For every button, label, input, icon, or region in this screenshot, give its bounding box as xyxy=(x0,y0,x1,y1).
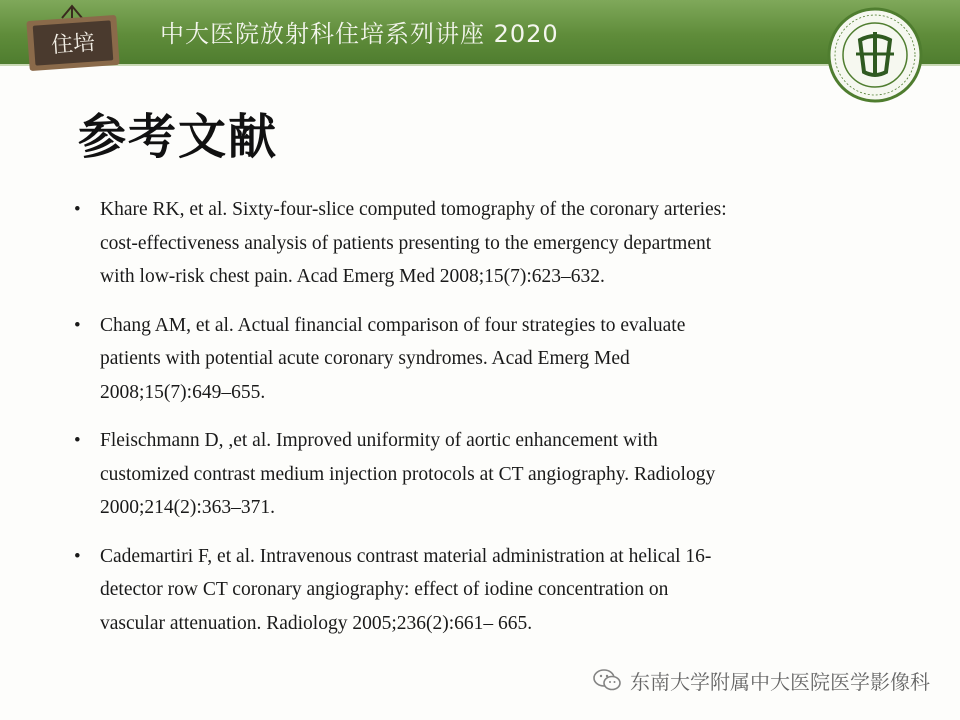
header-title: 中大医院放射科住培系列讲座 2020 xyxy=(160,20,559,48)
reference-line: Fleischmann D, ,et al. Improved uniformity of aortic enhancement with xyxy=(100,430,658,451)
reference-line: with low-risk chest pain. Acad Emerg Med 2008;15(7):623–632. xyxy=(100,266,605,287)
bullet-icon: • xyxy=(74,545,81,567)
residency-badge-logo xyxy=(22,4,126,72)
header-bar xyxy=(0,0,960,66)
reference-line: detector row CT coronary angiography: effect of iodine concentration on xyxy=(100,579,669,600)
watermark xyxy=(592,664,930,696)
reference-line: Khare RK, et al. Sixty-four-slice computed tomography of the coronary arteries: xyxy=(100,199,727,220)
reference-line: 2008;15(7):649–655. xyxy=(100,381,266,403)
reference-line: vascular attenuation. Radiology 2005;236(2):661– 665. xyxy=(100,612,533,634)
slide-title: 参考文献 xyxy=(78,109,279,165)
reference-item xyxy=(72,309,872,410)
reference-list xyxy=(72,193,872,655)
reference-line: Cademartiri F, et al. Intravenous contrast material administration at helical 16- xyxy=(100,545,712,567)
watermark-text: 东南大学附属中大医院医学影像科 xyxy=(630,669,930,694)
reference-line: 2000;214(2):363–371. xyxy=(100,497,275,518)
badge-text: 住培 xyxy=(50,30,96,59)
bullet-icon: • xyxy=(74,430,81,451)
reference-line: cost-effectiveness analysis of patients presenting to the emergency department xyxy=(100,232,712,254)
reference-item xyxy=(72,540,872,641)
reference-item xyxy=(72,193,872,294)
reference-line: customized contrast medium injection protocols at CT angiography. Radiology xyxy=(100,463,716,485)
wechat-icon xyxy=(592,667,622,693)
reference-line: Chang AM, et al. Actual financial comparison of four strategies to evaluate xyxy=(100,314,686,336)
reference-line: patients with potential acute coronary syndromes. Acad Emerg Med xyxy=(100,348,630,369)
bullet-icon: • xyxy=(74,199,81,220)
bullet-icon: • xyxy=(74,314,81,336)
reference-item xyxy=(72,424,872,525)
hospital-seal-logo xyxy=(826,6,924,104)
